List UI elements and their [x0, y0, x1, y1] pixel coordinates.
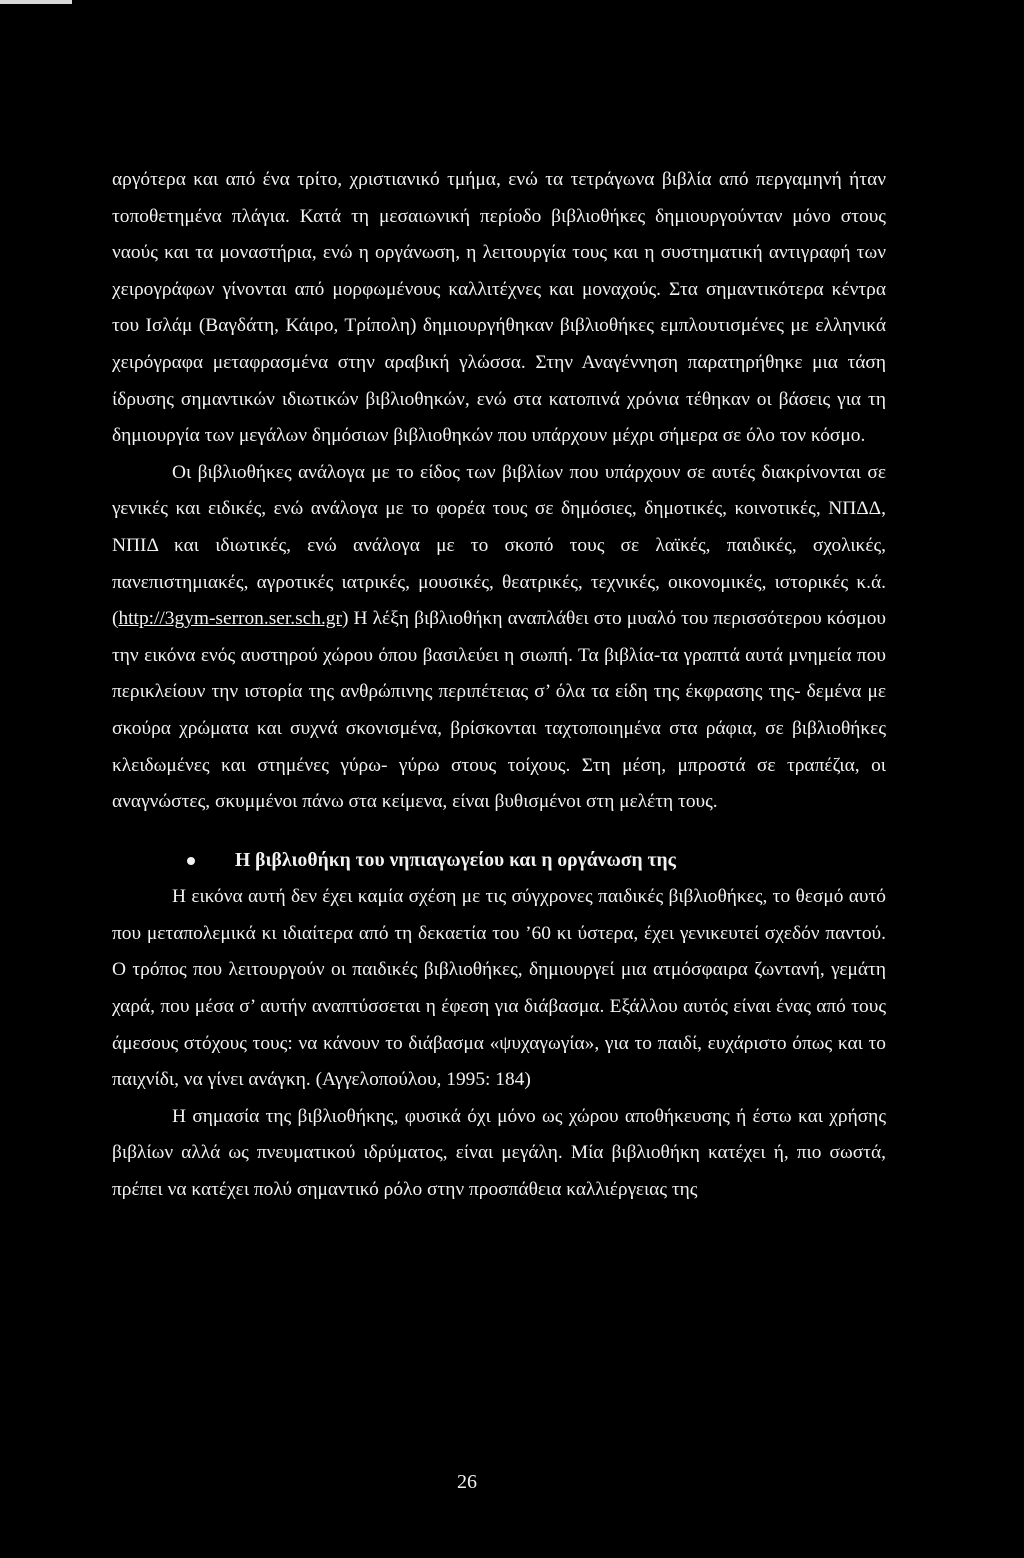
- bullet-icon: [187, 857, 195, 865]
- paragraph-library-importance: Η σημασία της βιβλιοθήκης, φυσικά όχι μόνο ως χώρου αποθήκευσης ή έστω και χρήσης βιβλίων αλλά ως πνευματικού ιδρύματος, είναι μεγάλη. Μία βιβλιοθήκη κατέχει ή, πιο σωστά, πρέπει να κατέχει πολύ σημαντικό ρόλο στην προσπάθεια καλλιέργειας της: [112, 1105, 886, 1201]
- paragraph-library-types: [112, 455, 886, 821]
- paragraph-library-image-text: ) Η λέξη βιβλιοθήκη αναπλάθει στο μυαλό του περισσότερου κόσμου την εικόνα ενός αυστηρού χώρου όπου βασιλεύει η σιωπή. Τα βιβλία-τα γραπτά αυτά μνημεία που περικλείουν την ιστορία της ανθρώπινης περιπέτειας σ’ όλα τα είδη της έκφρασης της- δεμένα με σκούρα χρώματα και συχνά σκονισμένα, βρίσκονται ταχτοποιημένα στα ράφια, σε βιβλιοθήκες κλειδωμένες και στημένες γύρω- γύρω στους τοίχους. Στη μέση, μπροστά σε τραπέζια, οι αναγνώστες, σκυμμένοι πάνω στα κείμενα, είναι βυθισμένοι στη μελέτη τους.: [112, 608, 886, 813]
- document-page: [112, 162, 886, 1209]
- paragraph-childrens-libraries: Η εικόνα αυτή δεν έχει καμία σχέση με τις σύγχρονες παιδικές βιβλιοθήκες, το θεσμό αυτό που μεταπολεμικά κι ιδιαίτερα από τη δεκαετία του ’60 κι ύστερα, έχει γενικευτεί σχεδόν παντού. Ο τρόπος που λειτουργούν οι παιδικές βιβλιοθήκες, δημιουργεί μια ατμόσφαιρα ζωντανή, γεμάτη χαρά, που μέσα σ’ αυτήν αναπτύσσεται η έφεση για διάβασμα. Εξάλλου αυτός είναι ένας από τους άμεσους στόχους τους: να κάνουν το διάβασμα «ψυχαγωγία», για το παιδί, ευχάριστο όπως και το παιχνίδι, να γίνει ανάγκη. (Αγγελοπούλου, 1995: 184): [112, 886, 886, 1091]
- section-heading: [112, 843, 886, 880]
- scan-edge-mark: [0, 0, 72, 4]
- section-heading-text: Η βιβλιοθήκη του νηπιαγωγείου και η οργάνωση της: [235, 849, 676, 871]
- paragraph-library-types-text: Οι βιβλιοθήκες ανάλογα με το είδος των βιβλίων που υπάρχουν σε αυτές διακρίνονται σε γενικές και ειδικές, ενώ ανάλογα με το φορέα τους σε δημόσιες, δημοτικές, κοινοτικές, ΝΠΔΔ, ΝΠΙΔ και ιδιωτικές, ενώ ανάλογα με το σκοπό τους σε λαϊκές, παιδικές, σχολικές, πανεπιστημιακές, αγροτικές ιατρικές, μουσικές, θεατρικές, τεχνικές, οικονομικές, ιστορικές κ.ά. (: [112, 461, 886, 630]
- source-link[interactable]: http://3gym-serron.ser.sch.gr: [118, 608, 342, 630]
- page-number: 26: [457, 1471, 477, 1493]
- paragraph-history: αργότερα και από ένα τρίτο, χριστιανικό τμήμα, ενώ τα τετράγωνα βιβλία από περγαμηνή ήταν τοποθετημένα πλάγια. Κατά τη μεσαιωνική περίοδο βιβλιοθήκες δημιουργούνταν μόνο στους ναούς και τα μοναστήρια, ενώ η οργάνωση, η λειτουργία τους και η συστηματική αντιγραφή των χειρογράφων γίνονται από μορφωμένους καλλιτέχνες και μοναχούς. Στα σημαντικότερα κέντρα του Ισλάμ (Βαγδάτη, Κάιρο, Τρίπολη) δημιουργήθηκαν βιβλιοθήκες εμπλουτισμένες με ελληνικά χειρόγραφα μεταφρασμένα στην αραβική γλώσσα. Στην Αναγέννηση παρατηρήθηκε μια τάση ίδρυσης σημαντικών ιδιωτικών βιβλιοθηκών, ενώ στα κατοπινά χρόνια τέθηκαν οι βάσεις για τη δημιουργία των μεγάλων δημόσιων βιβλιοθηκών που υπάρχουν μέχρι σήμερα σε όλο τον κόσμο.: [112, 169, 886, 447]
